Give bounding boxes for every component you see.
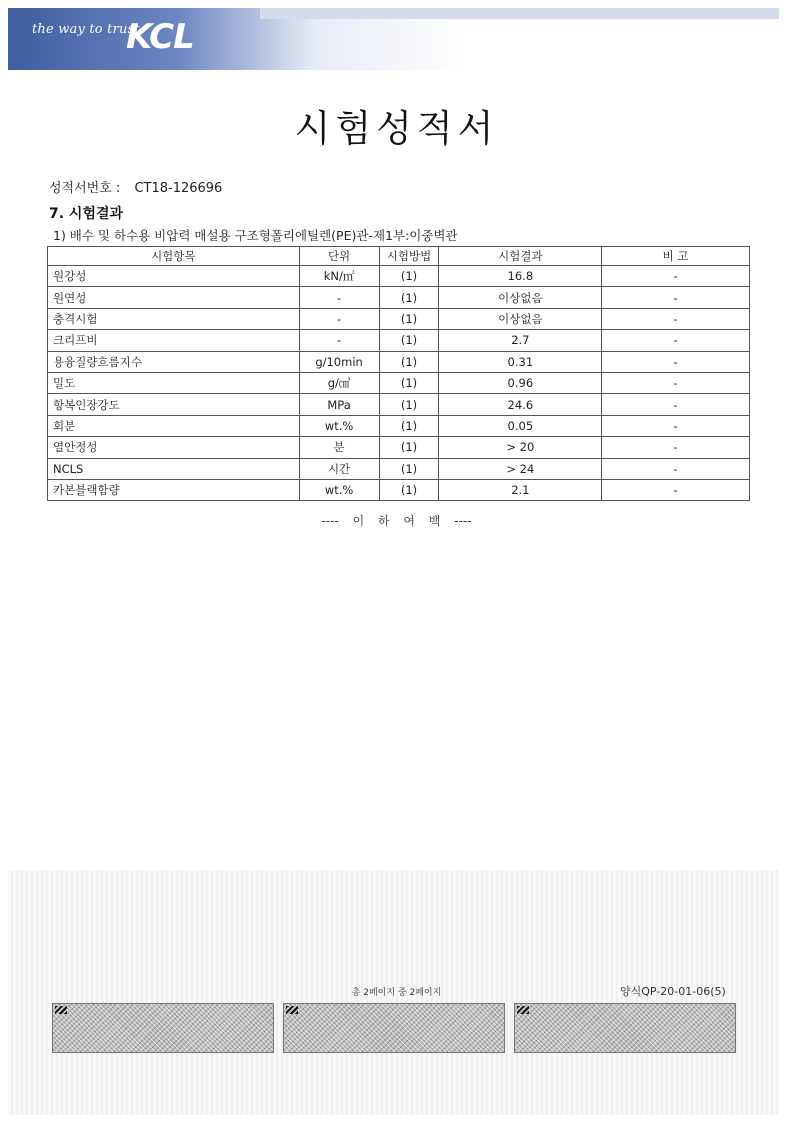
test-results-table xyxy=(47,246,750,501)
table-row xyxy=(48,287,750,308)
cell-note: - xyxy=(602,351,750,372)
cell-item: 원연성 xyxy=(48,287,300,308)
cell-method: (1) xyxy=(379,308,439,329)
certificate-number-value: CT18-126696 xyxy=(134,181,223,196)
kcl-logo: KCL xyxy=(126,17,194,57)
cell-unit: g/10min xyxy=(299,351,379,372)
header-tagline: the way to trust xyxy=(32,22,140,37)
cell-note: - xyxy=(602,330,750,351)
cell-method: (1) xyxy=(379,458,439,479)
subsection-title: 1) 배수 및 하수용 비압력 매설용 구조형폴리에틸렌(PE)관-제1부:이중벽관 xyxy=(53,228,458,243)
cell-item: 항복인장강도 xyxy=(48,394,300,415)
cell-item: 회분 xyxy=(48,415,300,436)
header-band-top-strip xyxy=(260,8,779,19)
cell-note: - xyxy=(602,479,750,500)
table-row xyxy=(48,372,750,393)
cell-result: 이상없음 xyxy=(439,308,602,329)
cell-item: 카본블랙함량 xyxy=(48,479,300,500)
table-row xyxy=(48,308,750,329)
cell-item: 열안정성 xyxy=(48,437,300,458)
cell-method: (1) xyxy=(379,479,439,500)
stamp-corner-mark xyxy=(286,1006,298,1014)
cell-unit: MPa xyxy=(299,394,379,415)
cell-result: 0.05 xyxy=(439,415,602,436)
stamp-corner-mark xyxy=(55,1006,67,1014)
table-row xyxy=(48,351,750,372)
cell-note: - xyxy=(602,308,750,329)
section-title: 7. 시험결과 xyxy=(49,206,124,222)
security-stamp-box xyxy=(283,1003,505,1053)
cell-note: - xyxy=(602,394,750,415)
header-test-item: 시험항목 xyxy=(48,247,300,266)
cell-result: > 20 xyxy=(439,437,602,458)
cell-item: 원강성 xyxy=(48,266,300,287)
header-unit: 단위 xyxy=(299,247,379,266)
end-of-content-mark: ---- 이 하 여 백 ---- xyxy=(321,514,472,528)
cell-note: - xyxy=(602,458,750,479)
certificate-number-row xyxy=(49,177,222,196)
table-row xyxy=(48,266,750,287)
cell-method: (1) xyxy=(379,266,439,287)
cell-result: 2.1 xyxy=(439,479,602,500)
stamp-corner-mark xyxy=(517,1006,529,1014)
cell-unit: 시간 xyxy=(299,458,379,479)
cell-method: (1) xyxy=(379,415,439,436)
cell-note: - xyxy=(602,287,750,308)
cell-item: 용융질량흐름지수 xyxy=(48,351,300,372)
security-stamp-box xyxy=(52,1003,274,1053)
cell-unit: wt.% xyxy=(299,415,379,436)
table-row xyxy=(48,394,750,415)
certificate-number-label: 성적서번호 : xyxy=(49,181,121,196)
cell-unit: - xyxy=(299,287,379,308)
cell-note: - xyxy=(602,372,750,393)
cell-method: (1) xyxy=(379,437,439,458)
cell-unit: - xyxy=(299,308,379,329)
cell-unit: wt.% xyxy=(299,479,379,500)
header-test-method: 시험방법 xyxy=(379,247,439,266)
cell-unit: 분 xyxy=(299,437,379,458)
cell-result: 이상없음 xyxy=(439,287,602,308)
table-row xyxy=(48,437,750,458)
cell-unit: - xyxy=(299,330,379,351)
table-header-row xyxy=(48,247,750,266)
cell-result: 0.31 xyxy=(439,351,602,372)
cell-item: NCLS xyxy=(48,458,300,479)
cell-item: 밀도 xyxy=(48,372,300,393)
cell-result: 2.7 xyxy=(439,330,602,351)
cell-method: (1) xyxy=(379,330,439,351)
table-row xyxy=(48,479,750,500)
cell-method: (1) xyxy=(379,372,439,393)
cell-result: > 24 xyxy=(439,458,602,479)
cell-method: (1) xyxy=(379,351,439,372)
cell-note: - xyxy=(602,266,750,287)
table-row xyxy=(48,330,750,351)
cell-item: 충격시험 xyxy=(48,308,300,329)
cell-result: 24.6 xyxy=(439,394,602,415)
table-row xyxy=(48,458,750,479)
cell-unit: g/㎤ xyxy=(299,372,379,393)
cell-note: - xyxy=(602,415,750,436)
security-stamp-box xyxy=(514,1003,736,1053)
header-note: 비 고 xyxy=(602,247,750,266)
cell-result: 0.96 xyxy=(439,372,602,393)
cell-note: - xyxy=(602,437,750,458)
cell-unit: kN/㎡ xyxy=(299,266,379,287)
cell-method: (1) xyxy=(379,287,439,308)
page-info: 총 2페이지 중 2페이지 xyxy=(351,988,442,998)
form-number: 양식QP-20-01-06(5) xyxy=(620,985,726,998)
document-title: 시험성적서 xyxy=(294,107,499,150)
cell-item: 크리프비 xyxy=(48,330,300,351)
cell-method: (1) xyxy=(379,394,439,415)
header-test-result: 시험결과 xyxy=(439,247,602,266)
table-row xyxy=(48,415,750,436)
cell-result: 16.8 xyxy=(439,266,602,287)
